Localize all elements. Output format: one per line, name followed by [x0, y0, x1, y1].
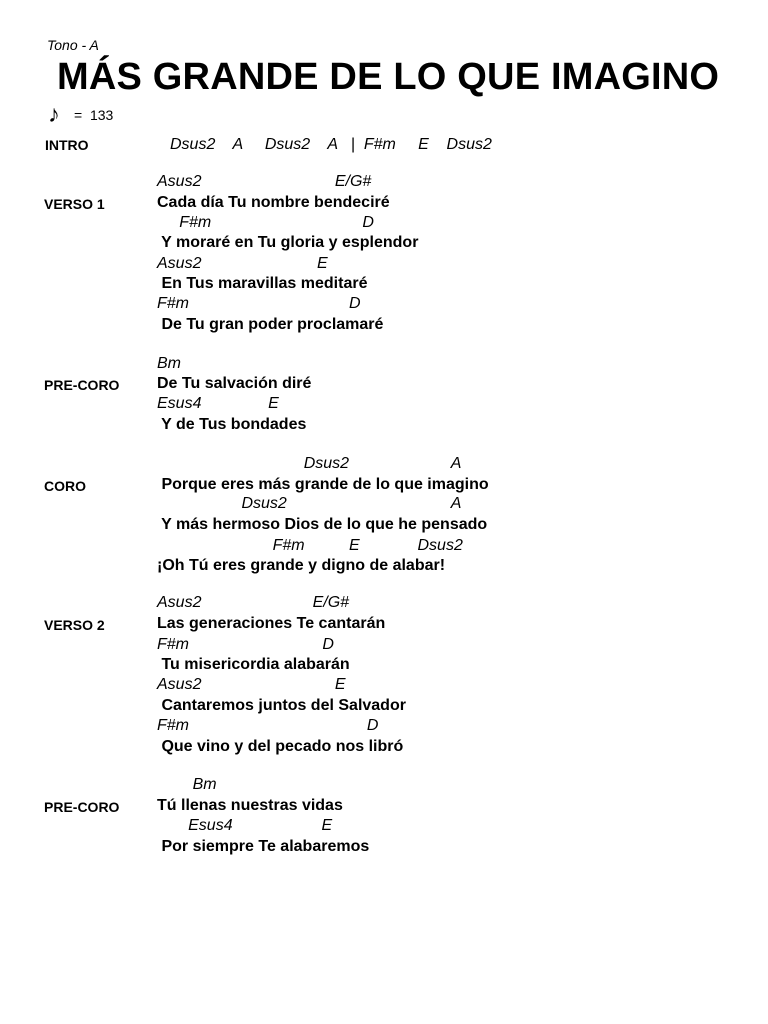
lyric-line: Y de Tus bondades	[157, 416, 307, 433]
lyric-line: Cantaremos juntos del Salvador	[157, 697, 406, 714]
lyric-line: Las generaciones Te cantarán	[157, 615, 386, 632]
lyric-line: Tú llenas nuestras vidas	[157, 797, 343, 814]
lyric-line: Que vino y del pecado nos libró	[157, 738, 404, 755]
chord-line: Dsus2 A	[157, 495, 462, 512]
section-label-intro: INTRO	[45, 137, 89, 153]
chord-line: F#m D	[157, 295, 361, 312]
section-label-pre-coro: PRE-CORO	[44, 799, 120, 815]
chord-line: F#m D	[157, 636, 334, 653]
lyric-line: ¡Oh Tú eres grande y digno de alabar!	[157, 557, 446, 574]
lyric-line: De Tu gran poder proclamaré	[157, 316, 384, 333]
chord-line: Esus4 E	[157, 395, 279, 412]
chord-line: Asus2 E	[157, 676, 346, 693]
intro-chords: Dsus2 A Dsus2 A | F#m E Dsus2	[170, 136, 492, 153]
song-title: MÁS GRANDE DE LO QUE IMAGINO	[57, 56, 720, 98]
section-label-coro: CORO	[44, 478, 86, 494]
lyric-line: En Tus maravillas meditaré	[157, 275, 368, 292]
chord-line: F#m D	[157, 717, 379, 734]
chord-line: F#m D	[157, 214, 374, 231]
chord-line: Dsus2 A	[157, 455, 462, 472]
lyric-line: Y más hermoso Dios de lo que he pensado	[157, 516, 488, 533]
chord-line: Esus4 E	[157, 817, 333, 834]
chord-line: Asus2 E/G#	[157, 173, 372, 190]
lyric-line: Y moraré en Tu gloria y esplendor	[157, 234, 419, 251]
lyric-line: Por siempre Te alabaremos	[157, 838, 370, 855]
chord-line: Asus2 E/G#	[157, 594, 350, 611]
section-label-verso-2: VERSO 2	[44, 617, 105, 633]
song-key: Tono - A	[47, 37, 99, 53]
section-label-pre-coro: PRE-CORO	[44, 377, 120, 393]
tempo-value: = 133	[74, 107, 114, 123]
eighth-note-icon: ♪	[48, 101, 60, 128]
lyric-line: Cada día Tu nombre bendeciré	[157, 194, 390, 211]
lyric-line: De Tu salvación diré	[157, 375, 312, 392]
chord-line: Bm	[157, 776, 217, 793]
chord-line: Asus2 E	[157, 255, 328, 272]
tempo-marking	[48, 103, 113, 127]
lyric-line: Porque eres más grande de lo que imagino	[157, 476, 489, 493]
chord-line: Bm	[157, 355, 181, 372]
lyric-line: Tu misericordia alabarán	[157, 656, 350, 673]
chord-line: F#m E Dsus2	[157, 537, 463, 554]
section-label-verso-1: VERSO 1	[44, 196, 105, 212]
